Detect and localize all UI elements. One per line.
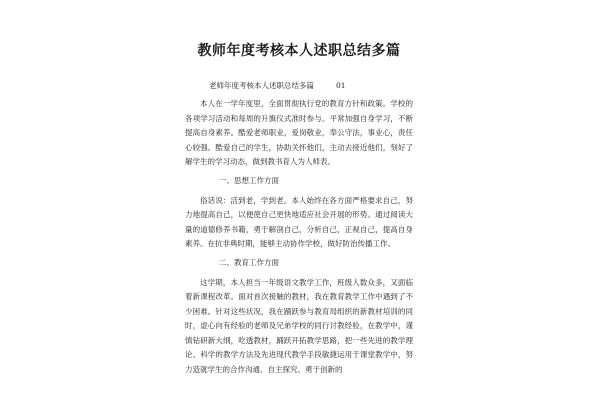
subhead-text: 老师年度考核本人述职总结多篇 [209, 81, 314, 90]
paragraph: 俗话说：活到老，学到老。本人始终在各方面严格要求自己，努力地提高自己，以便使自己更快地适应社会开展的形势。通过阅读大量的道德修养书籍，勇于解剖自己，分析自己，正视自己，提高自身素养。在抗非典时期，能够主动协作学校，做好防治传播工作。 [185, 195, 413, 248]
section-heading-ideology: 一、思想工作方面 [219, 175, 279, 185]
subhead-number: 01 [336, 81, 346, 90]
section-heading-education: 二、教育工作方面 [219, 257, 279, 267]
paragraph: 这学期，本人担当一年级语文教学工作，班级人数众多，又面临着新课程改革。面对首次接触的教材，我在教育教学工作中遇到了不少困难。针对这些状况，我在踊跃参与教育局组织的新教材培训的同时，虚心向有经验的老师及兄弟学校的同行讨教经验，在教学中，谨慎钻研新大纲，吃透教材，踊跃开拓教学思路，把一些先进的教学理论、科学的教学方法及先进现代教学手段敏捷运用于课堂教学中，努力造就学生的合作沟通、自主探究、勇于创新的 [185, 277, 413, 374]
document-body [185, 40, 413, 382]
paragraph: 本人在一学年度里，全面贯彻执行党的教育方针和政策。学校的各项学习活动和每周的升旗仪式准时参与。平常加强自身学习，不断提高自身素养。酷爱老师职业，爱岗敬业，奉公守法，事业心，责任心较强。酷爱自己的学生，协助关怀他们，主动去接近他们，刻好了解学生的学习动态，做到教书育人为人师表。 [185, 99, 413, 166]
document-title: 教师年度考核本人述职总结多篇 [197, 43, 401, 59]
section-subhead [209, 80, 413, 91]
